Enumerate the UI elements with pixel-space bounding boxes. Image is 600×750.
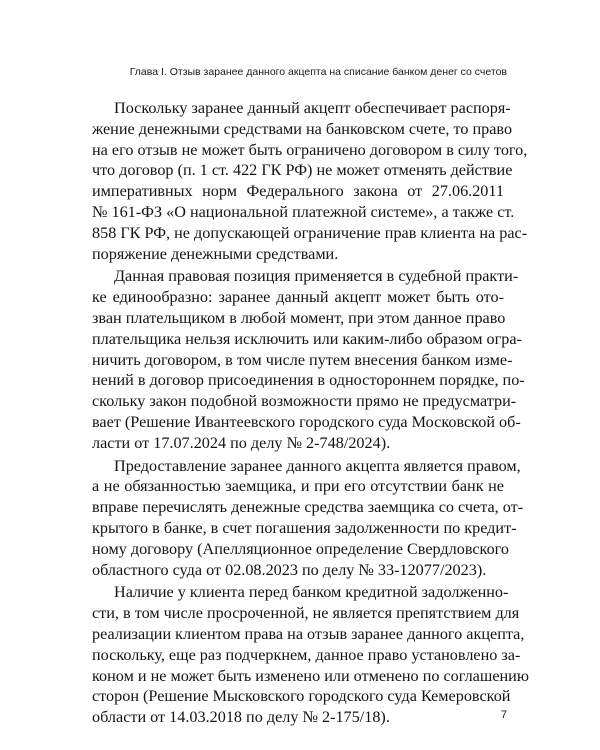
text-line: ничить договором, в том числе путем внесения банком изме-: [92, 350, 513, 369]
text-line: сти, в том числе просроченной, не является препятствием для: [92, 604, 520, 623]
paragraph: [92, 98, 528, 264]
paragraph: [92, 266, 525, 453]
text-line: реализации клиентом права на отзыв заранее данного акцепта,: [92, 624, 525, 643]
paragraph: [92, 456, 524, 581]
body-text: [92, 98, 529, 728]
text-line: что договор (п. 1 ст. 422 ГК РФ) не может отменять действие: [92, 161, 513, 180]
text-line: № 161-ФЗ «О национальной платежной системе», а также ст.: [92, 202, 515, 221]
text-line: 858 ГК РФ, не допускающей ограничение прав клиента на рас-: [92, 223, 528, 242]
text-line: нений в договор присоединения в одностороннем порядке, по-: [92, 371, 525, 390]
text-line: ному договору (Апелляционное определение Свердловского: [92, 539, 510, 558]
text-line: а не обязанностью заемщика, и при его отсутствии банк не: [92, 477, 504, 496]
text-line: жение денежными средствами на банковском счете, то право: [92, 119, 513, 138]
text-line: области от 14.03.2018 по делу № 2-175/18).: [92, 708, 390, 727]
text-line: вает (Решение Ивантеевского городского суда Московской об-: [92, 412, 521, 431]
text-line: скольку закон подобной возможности прямо не предусматри-: [92, 392, 517, 411]
text-line: крытого в банке, в счет погашения задолженности по кредит-: [92, 518, 517, 537]
text-line: Данная правовая позиция применяется в судебной практи-: [114, 267, 519, 286]
text-line: поскольку, еще раз подчеркнем, данное право установлено за-: [92, 645, 521, 664]
text-line: на его отзыв не может быть ограничено договором в силу того,: [92, 140, 528, 159]
text-line: Наличие у клиента перед банком кредитной задолженно-: [114, 583, 509, 602]
text-line: сторон (Решение Мысковского городского суда Кемеровской: [92, 687, 511, 706]
text-line: ке единообразно: заранее данный акцепт может быть ото-: [92, 288, 504, 307]
text-line: Предоставление заранее данного акцепта является правом,: [114, 456, 521, 475]
text-line: Поскольку заранее данный акцепт обеспечивает распоря-: [114, 99, 511, 117]
text-line: коном и не может быть изменено или отменено по соглашению: [92, 666, 529, 685]
paragraph: [92, 582, 529, 728]
text-line: плательщика нельзя исключить или каким-либо образом огра-: [92, 329, 522, 348]
text-line: областного суда от 02.08.2023 по делу № 33-12077/2023).: [92, 560, 487, 579]
page-number: 7: [500, 709, 507, 721]
text-line: ласти от 17.07.2024 по делу № 2-748/2024).: [92, 433, 391, 452]
text-line: императивных норм Федерального закона от 27.06.2011: [92, 182, 504, 201]
text-line: вправе перечислять денежные средства заемщика со счета, от-: [92, 498, 524, 517]
text-line: зван плательщиком в любой момент, при этом данное право: [92, 308, 506, 327]
running-header: Глава I. Отзыв заранее данного акцепта на списание банком денег со счетов: [129, 66, 507, 78]
text-line: поряжение денежными средствами.: [92, 244, 339, 263]
